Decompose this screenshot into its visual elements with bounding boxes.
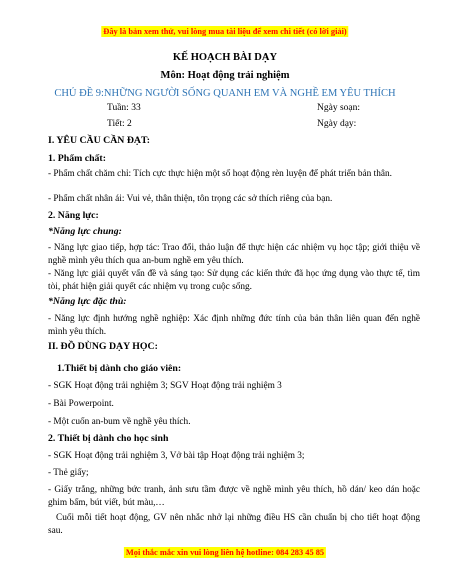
nang-luc-chung-heading: *Năng lực chung: [48, 226, 122, 237]
gv-equipment-item-3: - Một cuốn an-bum về nghề yêu thích. [48, 417, 191, 427]
period-label: Tiết: 2 [107, 119, 132, 129]
subject-line: Môn: Hoạt động trải nghiệm [160, 70, 290, 81]
gv-equipment-item-1: - SGK Hoạt động trải nghiệm 3; SGV Hoạt động trải nghiệm 3 [48, 381, 282, 391]
nang-luc-chung-item-2: - Năng lực giải quyết vấn đề và sáng tạo: Sử dụng các kiến thức đã học ứng dụng vào thực tế, tìm tòi, phát hiện giải quyết các nhiệm vụ trong cuộc sống. [48, 269, 420, 292]
pham-chat-heading: 1. Phẩm chất: [48, 153, 106, 164]
hotline-banner: Mọi thắc mắc xin vui lòng liên hệ hotline: 084 283 45 85 [125, 548, 325, 557]
gv-equipment-item-2: - Bài Powerpoint. [48, 399, 114, 409]
nang-luc-chung-item-1: - Năng lực giao tiếp, hợp tác: Trao đổi, thảo luận để thực hiện các nhiệm vụ học tập; giới thiệu về nghề mình yêu thích qua an-bum nghề em yêu thích. [48, 243, 420, 266]
pham-chat-item-1: - Phẩm chất chăm chỉ: Tích cực thực hiện một số hoạt động rèn luyện để phát triển bản thân. [48, 169, 392, 179]
pham-chat-item-2: - Phẩm chất nhân ái: Vui vẻ, thân thiện, tôn trọng các sở thích riêng của bạn. [48, 194, 333, 204]
hs-equipment-item-2: - Thẻ giấy; [48, 468, 89, 478]
topic-title: CHỦ ĐỀ 9:NHỮNG NGƯỜI SỐNG QUANH EM VÀ NGHỀ EM YÊU THÍCH [54, 88, 396, 99]
week-label: Tuần: 33 [107, 103, 141, 113]
hs-equipment-note: Cuối mỗi tiết hoạt động, GV nên nhắc nhở lại những điều HS cần chuẩn bị cho tiết hoạt động sau. [48, 513, 420, 536]
teaching-date-label: Ngày dạy: [317, 119, 357, 129]
nang-luc-dac-thu-heading: *Năng lực đặc thù: [48, 296, 127, 307]
nang-luc-dac-thu-item-1: - Năng lực định hướng nghề nghiệp: Xác định những đức tính của bản thân liên quan đến nghề mình yêu thích. [48, 314, 420, 337]
hs-equipment-item-3: - Giấy trắng, những bức tranh, ảnh sưu tầm được về nghề mình yêu thích, hồ dán/ keo dán hoặc ghim bấm, bút viết, bút màu,… [48, 485, 420, 508]
document-title: KẾ HOẠCH BÀI DẠY [172, 52, 278, 63]
section-1-heading: I. YÊU CẦU CẦN ĐẠT: [48, 135, 151, 146]
section-2-heading: II. ĐỒ DÙNG DẠY HỌC: [48, 341, 158, 352]
hs-equipment-heading: 2. Thiết bị dành cho học sinh [48, 433, 169, 444]
preview-notice-banner: Đây là bản xem thử, vui lòng mua tài liệu để xem chi tiết (có lời giải) [103, 27, 347, 36]
hs-equipment-item-1: - SGK Hoạt động trải nghiệm 3, Vở bài tập Hoạt động trải nghiệm 3; [48, 451, 305, 461]
prep-date-label: Ngày soạn: [317, 103, 361, 113]
gv-equipment-heading: 1.Thiết bị dành cho giáo viên: [57, 363, 182, 374]
nang-luc-heading: 2. Năng lực: [48, 210, 99, 221]
